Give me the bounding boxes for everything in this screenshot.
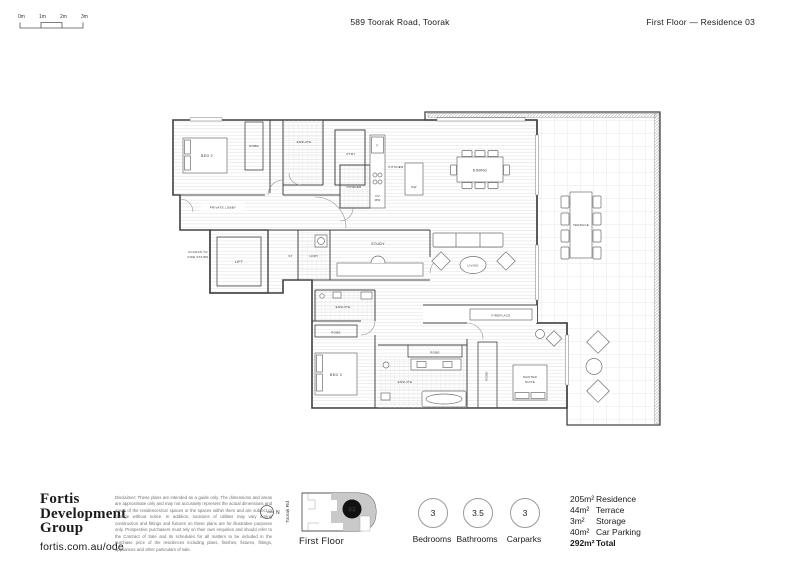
scale-label-0: 0m (18, 14, 25, 20)
scale-label-2: 2m (60, 14, 67, 20)
terrace-area-value: 44m² (570, 505, 590, 515)
label-master-2: SUITE (524, 380, 536, 384)
label-ldry: LDRY (309, 254, 319, 258)
label-fridge: F (376, 143, 379, 148)
label-lift: LIFT (234, 260, 244, 264)
residence-area-label: Residence (596, 494, 637, 504)
scale-label-1: 1m (39, 14, 46, 20)
fortis-website-link[interactable]: fortis.com.au/ode (40, 541, 124, 553)
planter-right (655, 113, 660, 423)
road-label: Toorak Rd (286, 501, 291, 523)
floor-name: First Floor (299, 536, 344, 547)
label-mw: MW (374, 198, 381, 202)
label-bed3: BED 3 (330, 373, 342, 377)
page-address: 589 Toorak Road, Toorak (350, 17, 450, 27)
label-kitchen: KITCHEN (388, 165, 404, 169)
label-bed2: BED 2 (201, 154, 213, 158)
label-ensuite-2: ENSUITE (335, 305, 351, 309)
fortis-line-3: Group (40, 520, 84, 536)
fortis-line-1: Fortis (40, 491, 80, 507)
storage-area-label: Storage (596, 516, 626, 526)
label-access-2: FIRE STAIRS (187, 255, 209, 259)
label-study: STUDY (371, 242, 385, 246)
area-row-terrace (570, 505, 641, 516)
area-schedule (570, 494, 641, 549)
label-robe-2: ROBE (331, 330, 341, 335)
label-private-lobby: PRIVATE LOBBY (209, 205, 237, 210)
bathrooms-count: 3.5 (472, 508, 484, 518)
north-arrow-icon (261, 506, 281, 519)
label-powder: POWDER (346, 185, 362, 189)
fortis-line-2: Development (40, 505, 127, 522)
ode-logo (662, 491, 767, 543)
scale-label-3: 3m (81, 14, 88, 20)
carparking-area-value: 40m² (570, 527, 590, 537)
unit-number: 03 (348, 506, 356, 514)
page-title: First Floor — Residence 03 (646, 17, 755, 27)
area-row-carparking (570, 527, 641, 538)
label-ensuite-3: ENSUITE (397, 380, 413, 384)
label-ptry: PTRY (346, 152, 356, 156)
planter-top (428, 113, 656, 117)
label-robe-3: ROBE (430, 350, 440, 355)
floor-locator (255, 487, 390, 535)
area-row-storage (570, 516, 641, 527)
disclaimer-text: Disclaimer: These plans are intended as a guide only. The dimensions and areas are approximate only and may not accurately represent the actual dimensions and areas of the residences/car spaces or the spaces within them and are subject to change without notice. In addition, locations of utilities may vary during construction and fittings and fixtures on these plans are for illustrative purposes only. Prospective purchasers must rely on their own enquiries and should refer to the Contract of Sale and its schedules for all matters to be included in the purchase price of the residences including plans, finishes, fixtures, fittings, appliances and other particulars of sale. (115, 495, 272, 552)
bedrooms-label: Bedrooms (412, 534, 452, 544)
bathrooms-count-badge (463, 498, 493, 528)
label-ensuite-1: ENSUITE (296, 140, 312, 144)
floor-plan (165, 95, 670, 435)
residence-area-value: 205m² (570, 494, 595, 504)
building-footprint (302, 493, 376, 531)
carparking-area-label: Car Parking (596, 527, 641, 537)
label-dw: DW (411, 185, 417, 189)
fortis-logo (40, 492, 126, 536)
bedrooms-count-badge (418, 498, 448, 528)
area-row-total (570, 538, 641, 549)
label-access-1: ACCESS TO (188, 250, 208, 254)
storage-area-value: 3m² (570, 516, 585, 526)
label-dining: DINING (472, 168, 488, 173)
label-living: LIVING (467, 263, 479, 268)
bedrooms-count: 3 (430, 508, 436, 518)
carparks-count-badge (510, 498, 540, 528)
area-row-residence (570, 494, 641, 505)
label-fireplace: FIREPLACE (491, 313, 511, 318)
label-st: ST (288, 254, 293, 258)
label-master-1: MASTER (522, 375, 538, 379)
label-robe-4: ROBE (484, 371, 489, 381)
carparks-label: Carparks (506, 534, 542, 544)
label-robe-1: ROBE (249, 144, 259, 148)
label-ov: OV (375, 194, 380, 198)
north-label: N (276, 510, 280, 517)
total-area-label: Total (596, 538, 616, 548)
bathrooms-label: Bathrooms (456, 534, 498, 544)
total-area-value: 292m² (570, 538, 595, 548)
carparks-count: 3 (522, 508, 528, 518)
terrace-area-label: Terrace (596, 505, 625, 515)
label-terrace: TERRACE (572, 223, 590, 227)
